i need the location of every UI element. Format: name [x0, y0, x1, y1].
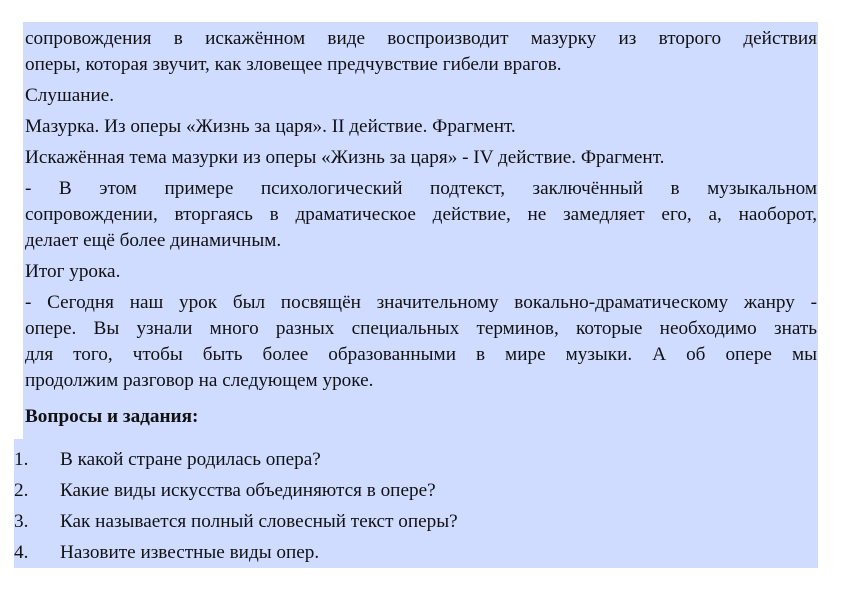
list-item-number: 4.	[14, 542, 29, 563]
text-line: опере. Вы узнали много разных специальных терминов, которые необходимо знать	[25, 318, 817, 339]
list-item-text: Как называется полный словесный текст оперы?	[60, 511, 458, 532]
text-line: сопровождении, вторгаясь в драматическое действие, не замедляет его, а, наоборот,	[25, 204, 817, 225]
list-item-text: В какой стране родилась опера?	[60, 449, 321, 470]
list-item	[14, 540, 814, 571]
text-line: сопровождения в искажённом виде воспроизводит мазурку из второго действия	[25, 28, 817, 49]
text-line: - Сегодня наш урок был посвящён значительному вокально-драматическому жанру -	[25, 292, 817, 313]
paragraph-lesson-summary	[25, 259, 817, 285]
list-item-text: Назовите известные виды опер.	[60, 542, 320, 563]
list-item-number: 1.	[14, 449, 29, 470]
list-item-text: Какие виды искусства объединяются в опере?	[60, 480, 436, 501]
questions-heading: Вопросы и задания:	[25, 406, 199, 427]
text-line: делает ещё более динамичным.	[25, 230, 282, 251]
text-line: Итог урока.	[25, 261, 121, 282]
list-item-number: 2.	[14, 480, 29, 501]
list-item	[14, 478, 814, 509]
text-line: Слушание.	[25, 85, 115, 106]
document-body	[25, 26, 817, 430]
list-item	[14, 509, 814, 540]
paragraph-distorted-theme	[25, 145, 817, 171]
paragraph-listening	[25, 83, 817, 109]
list-item	[14, 447, 814, 478]
paragraph-subtext	[25, 176, 817, 254]
text-line: для того, чтобы быть более образованными в мире музыки. А об опере мы	[25, 344, 817, 365]
list-item-number: 3.	[14, 511, 29, 532]
text-line: оперы, которая звучит, как зловещее предчувствие гибели врагов.	[25, 54, 562, 75]
questions-list	[14, 447, 814, 571]
paragraph-accompaniment	[25, 26, 817, 78]
paragraph-mazurka	[25, 114, 817, 140]
text-line: продолжим разговор на следующем уроке.	[25, 370, 374, 391]
text-line: Мазурка. Из оперы «Жизнь за царя». II действие. Фрагмент.	[25, 116, 516, 137]
paragraph-conclusion	[25, 290, 817, 394]
text-line: Искажённая тема мазурки из оперы «Жизнь за царя» - IV действие. Фрагмент.	[25, 147, 665, 168]
text-line: - В этом примере психологический подтекст, заключённый в музыкальном	[25, 178, 817, 199]
